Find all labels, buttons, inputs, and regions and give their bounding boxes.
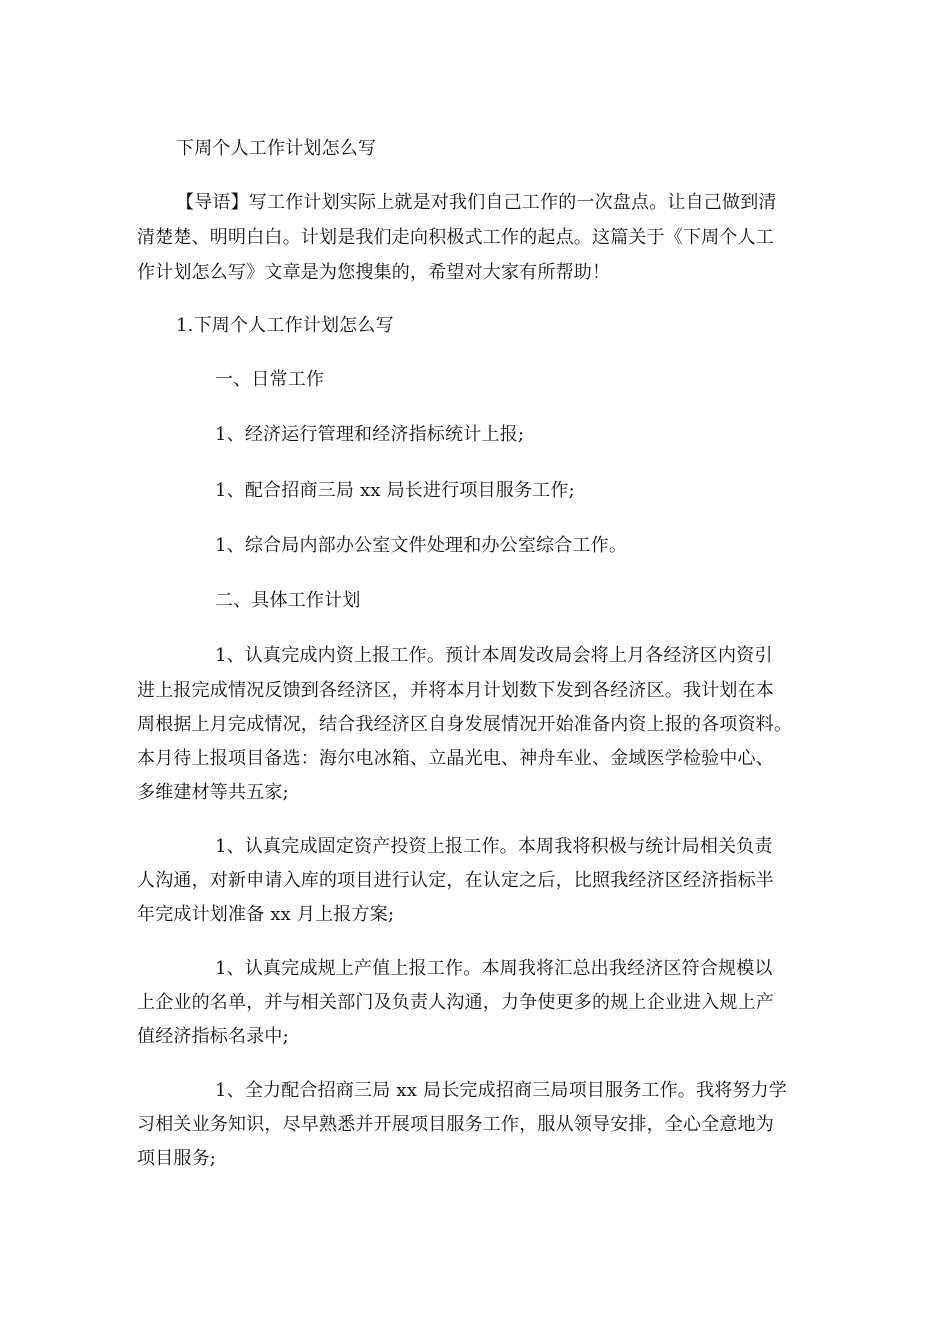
part2-p2-line-1: 1、认真完成固定资产投资上报工作。本周我将积极与统计局相关负责	[215, 836, 773, 857]
part2-p2-line-3: 年完成计划准备 xx 月上报方案;	[137, 904, 395, 925]
part2-p1-line-3: 周根据上月完成情况，结合我经济区自身发展情况开始准备内资上报的各项资料。	[137, 714, 793, 735]
part2-p2-line-2: 人沟通，对新申请入库的项目进行认定，在认定之后，比照我经济区经济指标半	[137, 870, 774, 891]
section-heading: 1.下周个人工作计划怎么写	[176, 315, 394, 336]
part2-p1-line-1: 1、认真完成内资上报工作。预计本周发改局会将上月各经济区内资引	[215, 645, 773, 666]
part2-p1-line-4: 本月待上报项目备选：海尔电冰箱、立晶光电、神舟车业、金域医学检验中心、	[137, 748, 774, 769]
part2-p1-line-2: 进上报完成情况反馈到各经济区，并将本月计划数下发到各经济区。我计划在本	[137, 680, 774, 701]
intro-line-3: 作计划怎么写》文章是为您搜集的，希望对大家有所帮助！	[137, 262, 611, 283]
part2-p4-line-3: 项目服务;	[137, 1148, 217, 1169]
part1-item-2: 1、配合招商三局 xx 局长进行项目服务工作;	[215, 480, 575, 501]
part2-p3-line-2: 上企业的名单，并与相关部门及负责人沟通，力争使更多的规上企业进入规上产	[137, 992, 774, 1013]
part2-p3-line-3: 值经济指标名录中;	[137, 1026, 289, 1047]
part2-p4-line-2: 习相关业务知识，尽早熟悉并开展项目服务工作，服从领导安排，全心全意地为	[137, 1114, 774, 1135]
part1-item-1: 1、经济运行管理和经济指标统计上报;	[215, 424, 525, 445]
part1-heading: 一、日常工作	[215, 369, 325, 390]
part1-item-3: 1、综合局内部办公室文件处理和办公室综合工作。	[215, 535, 628, 556]
part2-p1-line-5: 多维建材等共五家;	[137, 782, 289, 803]
part2-p3-line-1: 1、认真完成规上产值上报工作。本周我将汇总出我经济区符合规模以	[215, 958, 773, 979]
part2-heading: 二、具体工作计划	[215, 590, 361, 611]
part2-p4-line-1: 1、全力配合招商三局 xx 局长完成招商三局项目服务工作。我将努力学	[215, 1080, 787, 1101]
intro-line-1: 【导语】写工作计划实际上就是对我们自己工作的一次盘点。让自己做到清	[176, 192, 777, 213]
document-title: 下周个人工作计划怎么写	[176, 138, 377, 159]
intro-line-2: 清楚楚、明明白白。计划是我们走向积极式工作的起点。这篇关于《下周个人工	[137, 227, 774, 248]
